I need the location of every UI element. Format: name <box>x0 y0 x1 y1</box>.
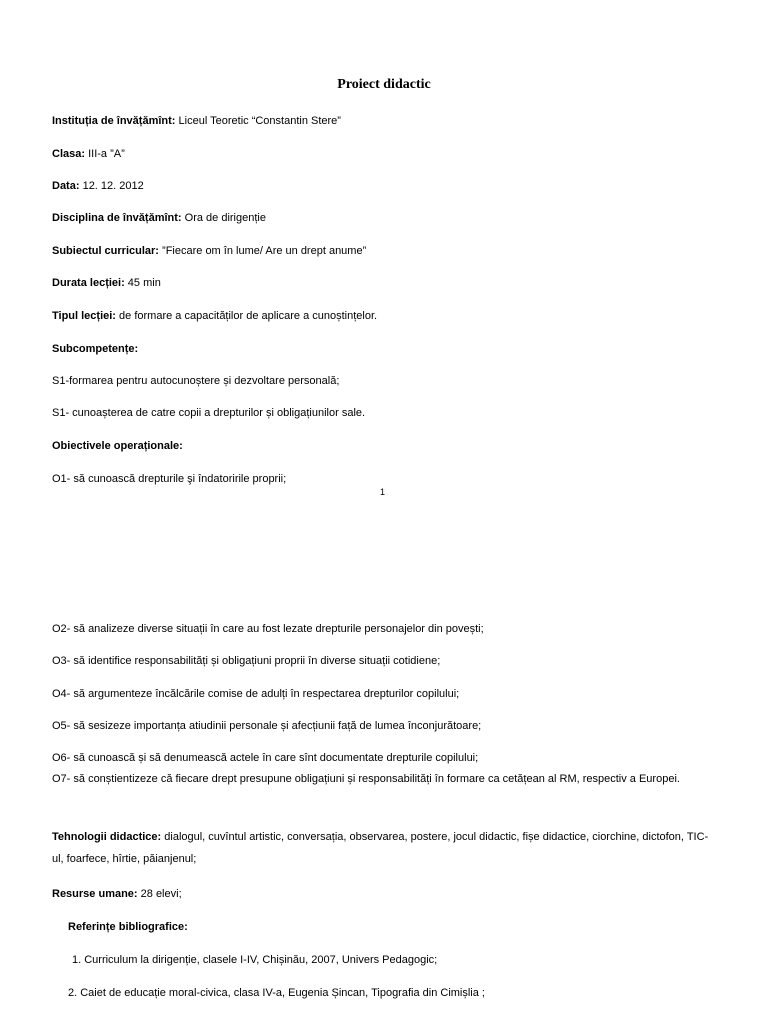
field-value: 12. 12. 2012 <box>79 180 144 192</box>
heading-label: Referințe bibliografice: <box>68 921 188 933</box>
field-value: 28 elevi; <box>137 888 182 900</box>
field-durata <box>52 276 161 290</box>
reference-1: 1. Curriculum la dirigenție, clasele I-IV, Chișinău, 2007, Univers Pedagogic; <box>72 954 438 966</box>
field-label: Instituția de învățămînt: <box>52 115 176 127</box>
subcompetenta-s1b: S1- cunoașterea de catre copii a drepturilor și obligațiunilor sale. <box>52 407 366 419</box>
field-label: Durata lecției: <box>52 277 125 289</box>
field-value: Ora de dirigenție <box>181 212 266 224</box>
field-value: III-a ”A” <box>85 148 125 160</box>
field-disciplina <box>52 211 266 225</box>
field-value: de formare a capacităților de aplicare a cunoștințelor. <box>115 310 378 322</box>
heading-label: Subcompetențe: <box>52 343 139 355</box>
heading-label: Obiectivele operaționale: <box>52 440 183 452</box>
field-clasa <box>52 147 125 161</box>
objective-o4: O4- să argumenteze încălcările comise de adulți în respectarea drepturilor copilului; <box>52 688 460 700</box>
resurse-umane <box>52 887 182 901</box>
field-label: Disciplina de învățămînt: <box>52 212 182 224</box>
field-subiect <box>52 244 366 258</box>
field-label: Tehnologii didactice: <box>52 831 162 843</box>
reference-2: 2. Caiet de educație moral-civica, clasa IV-a, Eugenia Șincan, Tipografia din Cimișlia ; <box>68 987 485 999</box>
field-data <box>52 179 144 193</box>
field-value: 45 min <box>124 277 161 289</box>
field-label: Data: <box>52 180 80 192</box>
obiective-heading <box>52 439 183 453</box>
objective-o5: O5- să sesizeze importanța atiudinii personale și afecțiunii față de lumea înconjurătoare; <box>52 720 482 732</box>
objective-o6: O6- să cunoască și să denumească actele în care sînt documentate drepturile copilului; <box>52 752 479 764</box>
page-number: 1 <box>380 487 386 497</box>
field-tipul <box>52 309 377 323</box>
field-label: Tipul lecției: <box>52 310 116 322</box>
subcompetenta-s1: S1-formarea pentru autocunoștere și dezvoltare personală; <box>52 375 340 387</box>
field-label: Resurse umane: <box>52 888 138 900</box>
subcompetente-heading <box>52 342 138 356</box>
page-title: Proiect didactic <box>337 77 431 92</box>
field-value: dialogul, cuvîntul artistic, conversația, observarea, postere, jocul didactic, fișe didactice, ciorchine, dictofon, TIC-ul, foarfece, hîrtie, păianjenul; <box>52 831 709 865</box>
objective-o7: O7- să conștientizeze că fiecare drept presupune obligațiuni și responsabilități în formare ca cetățean al RM, respectiv a Europei. <box>52 773 680 785</box>
tehnologii-didactice <box>52 826 712 870</box>
field-label: Subiectul curricular: <box>52 245 159 257</box>
field-value: Liceul Teoretic “Constantin Stere” <box>175 115 341 127</box>
referinte-heading <box>68 920 188 934</box>
field-value: ”Fiecare om în lume/ Are un drept anume” <box>158 245 367 257</box>
field-label: Clasa: <box>52 148 86 160</box>
objective-o3: O3- să identifice responsabilități și obligațiuni proprii în diverse situații cotidiene; <box>52 655 441 667</box>
objective-o1: O1- să cunoască drepturile şi îndatoririle proprii; <box>52 473 287 485</box>
field-institutia <box>52 114 341 128</box>
objective-o2: O2- să analizeze diverse situații în care au fost lezate drepturile personajelor din povești; <box>52 623 484 635</box>
